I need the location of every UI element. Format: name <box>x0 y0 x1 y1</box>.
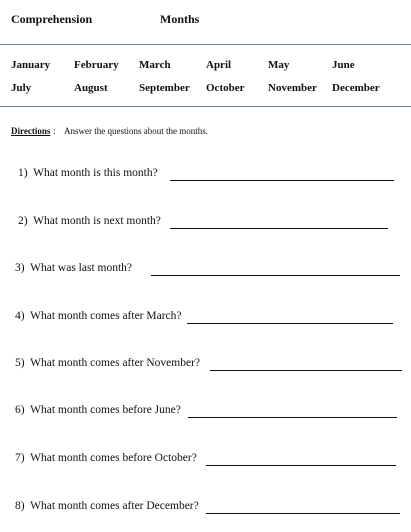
question-8 <box>15 500 199 512</box>
question-text: What month is this month? <box>33 167 158 179</box>
month-august: August <box>74 82 108 94</box>
directions-colon: : <box>53 126 56 136</box>
month-july: July <box>11 82 32 94</box>
question-text: What month is next month? <box>33 215 161 227</box>
question-text: What month comes before October? <box>30 452 197 464</box>
directions-label: Directions <box>11 126 51 136</box>
directions-text: Answer the questions about the months. <box>64 126 208 136</box>
month-april: April <box>206 59 232 71</box>
answer-line-4[interactable] <box>187 323 393 324</box>
question-number: 2) <box>18 215 28 227</box>
month-june: June <box>332 59 355 71</box>
question-number: 6) <box>15 404 25 416</box>
question-number: 8) <box>15 500 25 512</box>
month-september: September <box>139 82 190 94</box>
question-text: What month comes after November? <box>30 357 201 369</box>
question-number: 7) <box>15 452 25 464</box>
question-text: What month comes after March? <box>30 310 182 322</box>
question-text: What was last month? <box>30 262 133 274</box>
question-number: 3) <box>15 262 25 274</box>
answer-line-3[interactable] <box>151 275 400 276</box>
month-november: November <box>268 82 317 94</box>
answer-line-1[interactable] <box>170 180 394 181</box>
month-march: March <box>139 59 171 71</box>
question-number: 5) <box>15 357 25 369</box>
question-4 <box>15 310 182 322</box>
month-january: January <box>11 59 51 71</box>
month-may: May <box>268 59 290 71</box>
month-october: October <box>206 82 245 94</box>
top-divider <box>0 44 411 45</box>
month-december: December <box>332 82 380 94</box>
answer-line-2[interactable] <box>170 228 388 229</box>
question-text: What month comes after December? <box>30 500 199 512</box>
question-7 <box>15 452 197 464</box>
worksheet-topic: Months <box>160 12 200 26</box>
question-6 <box>15 404 181 416</box>
bottom-divider <box>0 106 411 107</box>
question-1 <box>18 167 158 179</box>
answer-line-7[interactable] <box>206 465 396 466</box>
answer-line-6[interactable] <box>188 417 397 418</box>
question-5 <box>15 357 200 369</box>
question-2 <box>18 215 161 227</box>
question-text: What month comes before June? <box>30 404 181 416</box>
worksheet-title: Comprehension <box>11 12 93 26</box>
month-february: February <box>74 59 119 71</box>
question-number: 4) <box>15 310 25 322</box>
answer-line-8[interactable] <box>206 513 400 514</box>
answer-line-5[interactable] <box>210 370 402 371</box>
question-number: 1) <box>18 167 28 179</box>
question-3 <box>15 262 132 274</box>
